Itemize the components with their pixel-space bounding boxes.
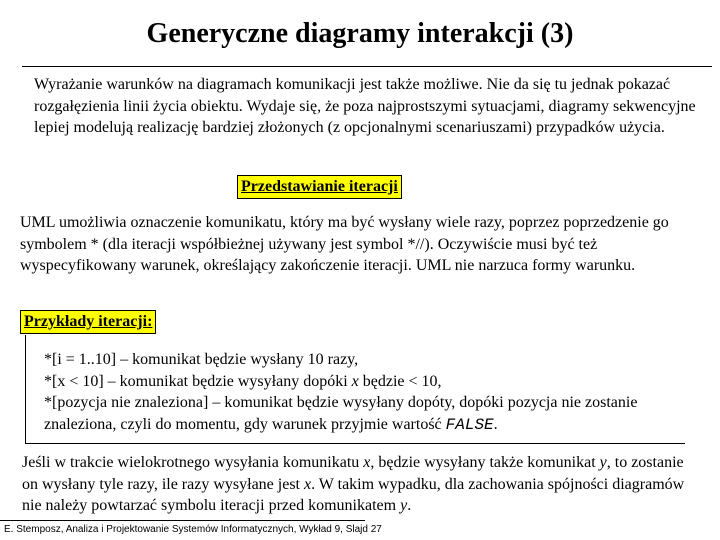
example-item: *[pozycja nie znaleziona] – komunikat będzie wysyłany dopóty, dopóki pozycja nie zostanie znaleziona, czyli do momentu, gdy warunek przyjmie wartość FALSE. (44, 394, 638, 434)
section-heading-examples: Przykłady iteracji: (20, 310, 156, 334)
examples-left-rule (25, 335, 26, 443)
intro-paragraph: Wyrażanie warunków na diagramach komunikacji jest także możliwe. Nie da się tu jednak pokazać rozgałęzienia linii życia obiektu. Wydaje się, że poza najprostszymi sytuacjami, diagramy sekwencyjne lepiej modelują realizację bardziej złożonych (z opcjonalnymi scenariuszami) przypadków użycia. (34, 76, 696, 136)
examples-list (44, 349, 690, 436)
iteration-paragraph: UML umożliwia oznaczenie komunikatu, który ma być wysłany wiele razy, poprzez poprzedzenie go symbolem * (dla iteracji współbieżnej używany jest symbol *//). Oczywiście musi być też wyspecyfikowany warunek, określający zakończenie iteracji. UML nie narzuca formy warunku. (20, 214, 669, 274)
example-item: *[i = 1..10] – komunikat będzie wysłany 10 razy, (44, 351, 359, 368)
section-heading-iteration: Przedstawianie iteracji (237, 175, 402, 199)
closing-paragraph: Jeśli w trakcie wielokrotnego wysyłania komunikatu x, będzie wysyłany także komunikat y, to zostanie on wysłany tyle razy, ile razy wysyłane jest x. W takim wypadku, dla zachowania spójności diagramów nie należy powtarzać symbolu iteracji przed komunikatem y. (22, 454, 685, 514)
footer-divider (0, 520, 365, 521)
example-item: *[x < 10] – komunikat będzie wysyłany dopóki x będzie < 10, (44, 372, 442, 390)
slide-title: Generyczne diagramy interakcji (3) (146, 18, 574, 49)
examples-bottom-rule (25, 443, 685, 444)
slide-footer: E. Stemposz, Analiza i Projektowanie Systemów Informatycznych, Wykład 9, Slajd 27 (4, 524, 382, 535)
title-divider (22, 66, 712, 67)
